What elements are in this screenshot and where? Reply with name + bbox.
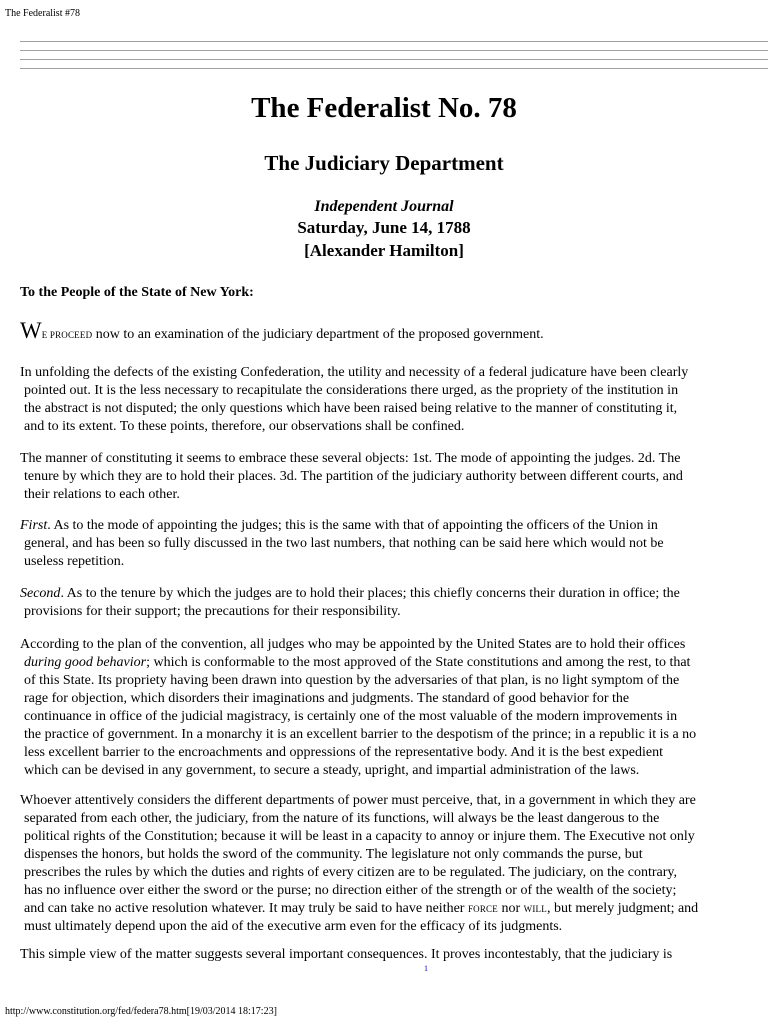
document-subtitle: The Judiciary Department — [264, 151, 504, 175]
paragraph-text: , but merely judgment; and — [546, 901, 699, 916]
document-title: The Federalist No. 78 — [251, 92, 517, 124]
emphasis-text: during good behavior — [24, 655, 147, 670]
paragraph-line: rage for objection, which disorders their imaginations and judgments. The standard of good behavior for the — [24, 691, 630, 706]
paragraph-line: general, and has been so fully discussed in the two last numbers, that nothing can be said here which would not be — [24, 536, 664, 551]
paragraph-line: the practice of government. In a monarchy it is an excellent barrier to the despotism of the prince; in a republic it is a no — [24, 727, 697, 742]
emphasis-text: First — [20, 518, 48, 533]
paragraph-line: their relations to each other. — [24, 487, 180, 502]
paragraph-line: separated from each other, the judiciary, from the nature of its functions, will always be the least dangerous to the — [24, 811, 660, 826]
paragraph-line: must ultimately depend upon the aid of the executive arm even for the efficacy of its judgments. — [24, 919, 563, 934]
paragraph-line: The manner of constituting it seems to embrace these several objects: 1st. The mode of appointing the judges. 2d. The — [20, 451, 681, 466]
paragraph-2 — [20, 364, 762, 436]
paragraph-4 — [20, 517, 762, 571]
publication-date: Saturday, June 14, 1788 — [297, 218, 471, 237]
paragraph-text: . As to the tenure by which the judges are to hold their places; this chiefly concerns their duration in office; the — [60, 586, 680, 601]
paragraph-line — [20, 517, 762, 535]
browser-print-footer: http://www.constitution.org/fed/federa78.htm[19/03/2014 18:17:23] — [5, 1006, 277, 1017]
paragraph-line — [20, 654, 762, 672]
paragraph-line — [20, 900, 762, 918]
paragraph-line: useless repetition. — [24, 554, 125, 569]
paragraph-line: political rights of the Constitution; because it will be least in a capacity to annoy or injure them. The Executive not only — [24, 829, 695, 844]
paragraph-line: pointed out. It is the less necessary to recapitulate the considerations there urged, as the propriety of the institution in — [24, 383, 679, 398]
paragraph-line: In unfolding the defects of the existing Confederation, the utility and necessity of a federal judicature have been clearly — [20, 365, 689, 380]
paragraph-line: less excellent barrier to the encroachments and oppressions of the representative body. And it is the best expedient — [24, 745, 664, 760]
paragraph-5 — [20, 585, 762, 621]
paragraph-line: which can be devised in any government, to secure a steady, upright, and impartial administration of the laws. — [24, 763, 640, 778]
paragraph-6 — [20, 636, 762, 780]
paragraph-line: and to its extent. To these points, therefore, our observations shall be confined. — [24, 419, 465, 434]
paragraph-3 — [20, 450, 762, 504]
paragraph-line: has no influence over either the sword or the purse; no direction either of the strength or of the wealth of the society; — [24, 883, 677, 898]
paragraph-text: now to an examination of the judiciary department of the proposed government. — [92, 327, 544, 342]
paragraph-1 — [20, 318, 762, 344]
paragraph-line: tenure by which they are to hold their places. 3d. The partition of the judiciary authority between different courts, and — [24, 469, 683, 484]
paragraph-line: This simple view of the matter suggests several important consequences. It proves incontestably, that the judiciary is — [20, 947, 673, 962]
horizontal-rule — [20, 41, 768, 42]
author-name: [Alexander Hamilton] — [304, 241, 464, 260]
small-caps-text: WILL — [523, 904, 547, 914]
small-caps-text: E PROCEED — [41, 330, 93, 340]
horizontal-rule — [20, 50, 768, 51]
browser-print-header: The Federalist #78 — [5, 8, 80, 19]
salutation: To the People of the State of New York: — [20, 285, 254, 300]
paragraph-8 — [20, 946, 762, 964]
horizontal-rule — [20, 59, 768, 60]
paragraph-line: prescribes the rules by which the duties and rights of every citizen are to be regulated. The judiciary, on the contrary, — [24, 865, 677, 880]
paragraph-text: ; which is conformable to the most approved of the State constitutions and among the rest, to that — [146, 655, 691, 670]
paragraph-line: provisions for their support; the precautions for their responsibility. — [24, 604, 401, 619]
drop-cap: W — [20, 318, 42, 343]
paragraph-line: continuance in office of the judicial magistracy, is certainly one of the most valuable of the modern improvements in — [24, 709, 678, 724]
paragraph-text: and can take no active resolution whatever. It may truly be said to have neither — [24, 901, 468, 916]
paragraph-line: dispenses the honors, but holds the sword of the community. The legislature not only commands the purse, but — [24, 847, 643, 862]
small-caps-text: FORCE — [467, 904, 498, 914]
paragraph-line — [20, 318, 762, 344]
horizontal-rule — [20, 68, 768, 69]
paragraph-line: According to the plan of the convention, all judges who may be appointed by the United States are to hold their offices — [20, 637, 686, 652]
paragraph-text: . As to the mode of appointing the judges; this is the same with that of appointing the officers of the Union in — [47, 518, 658, 533]
paragraph-line: Whoever attentively considers the different departments of power must perceive, that, in a government in which they are — [20, 793, 696, 808]
paragraph-line: the abstract is not disputed; the only questions which have been raised being relative to the manner of constituting it, — [24, 401, 678, 416]
paragraph-line: of this State. Its propriety having been drawn into question by the adversaries of that plan, is no light symptom of the — [24, 673, 680, 688]
paragraph-line — [20, 585, 762, 603]
emphasis-text: Second — [20, 586, 61, 601]
paragraph-text: nor — [497, 901, 524, 916]
paragraph-7 — [20, 792, 762, 936]
publication-name: Independent Journal — [314, 198, 454, 215]
page-number: 1 — [424, 964, 428, 973]
